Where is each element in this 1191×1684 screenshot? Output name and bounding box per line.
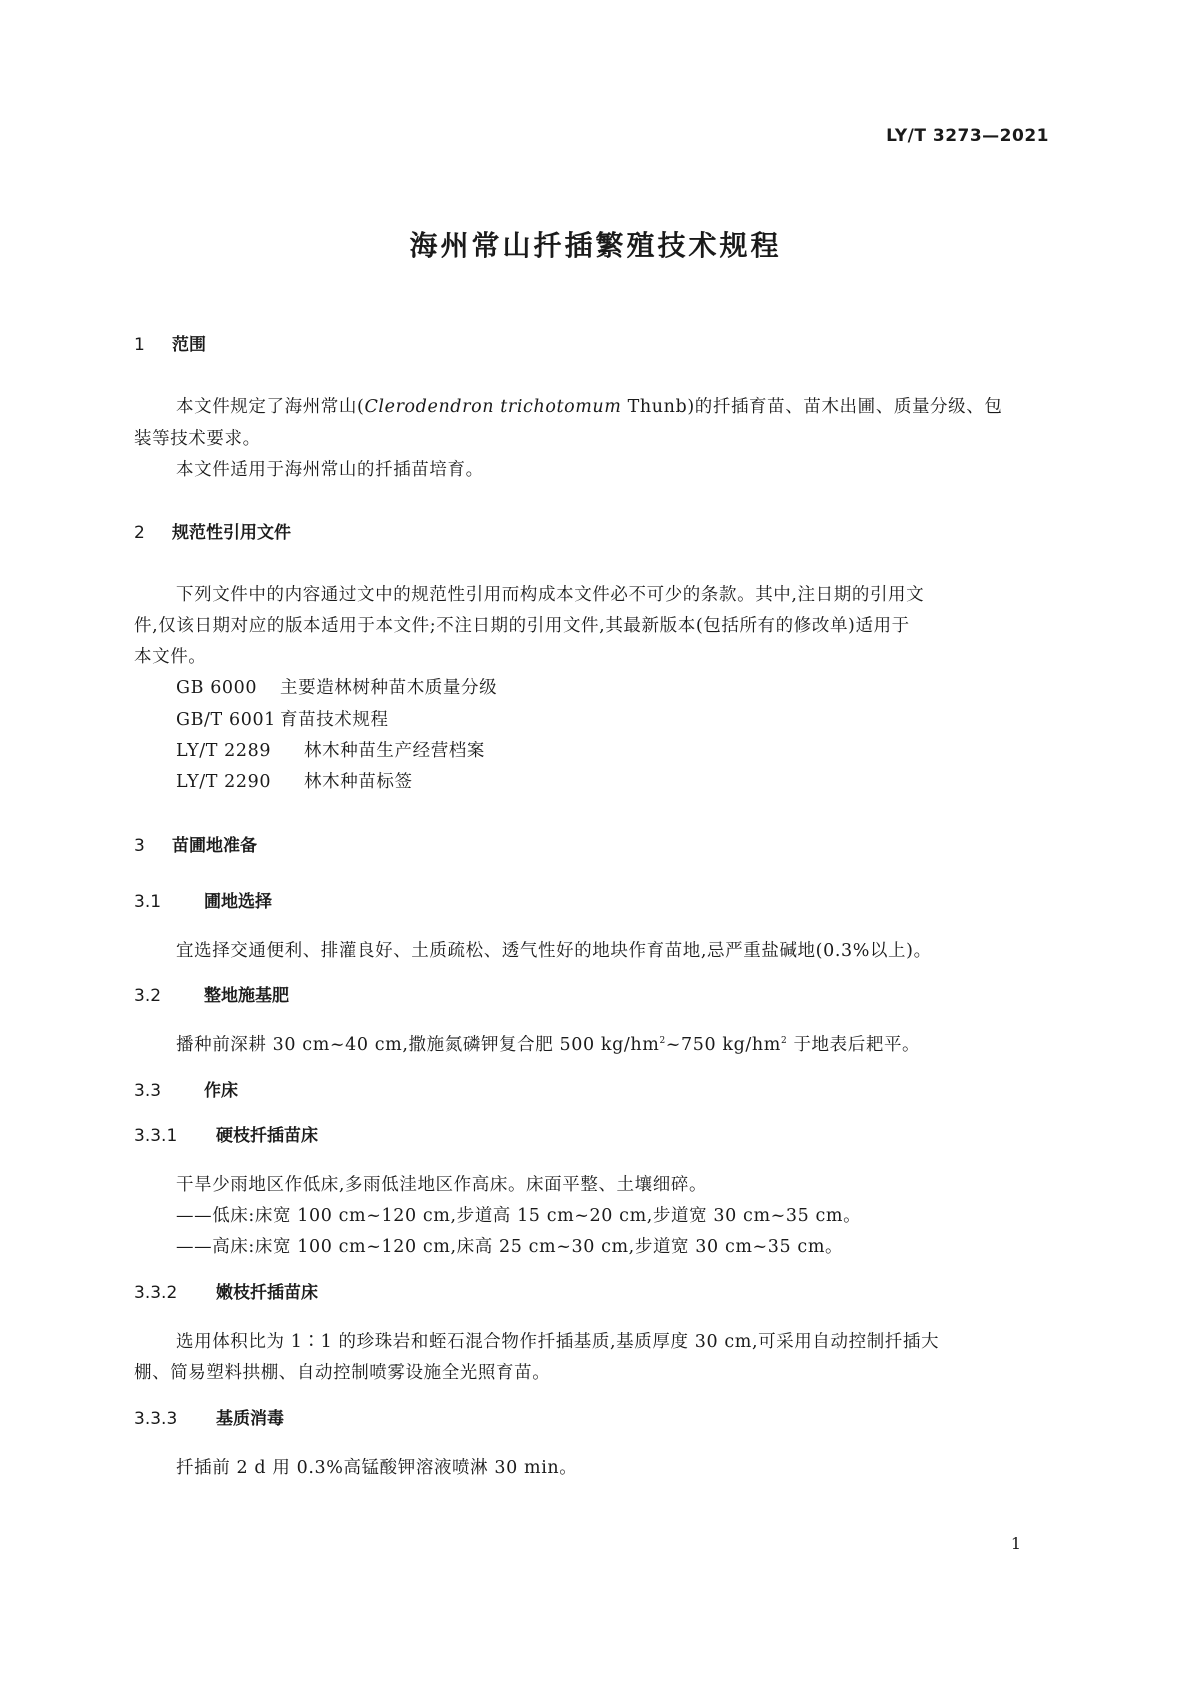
section-3-3-2-heading	[134, 1278, 318, 1303]
section-number: 1	[134, 335, 145, 355]
section-title: 范围	[172, 335, 206, 355]
section-number: 3.3	[134, 1081, 162, 1101]
section-3-3-3-heading	[134, 1404, 284, 1429]
section-title: 基质消毒	[216, 1409, 284, 1429]
text-fragment: 本文件规定了海州常山(	[176, 397, 365, 417]
reference-code: LY/T 2290	[176, 772, 272, 792]
section-title: 嫩枝扦插苗床	[216, 1283, 318, 1303]
paragraph-scope-line1	[176, 393, 1002, 418]
document-title: 海州常山扦插繁殖技术规程	[409, 229, 782, 262]
section-title: 规范性引用文件	[172, 523, 291, 543]
section-title: 硬枝扦插苗床	[216, 1126, 318, 1146]
reference-code: LY/T 2289	[176, 741, 272, 761]
section-title: 圃地选择	[204, 892, 272, 912]
section-3-heading	[134, 831, 257, 856]
text-fragment: Thunb)的扦插育苗、苗木出圃、质量分级、包	[621, 397, 1003, 417]
paragraph-scope-line2: 装等技术要求。	[134, 429, 261, 449]
section-title: 整地施基肥	[204, 986, 289, 1006]
standard-number: LY/T 3273—2021	[886, 126, 1049, 146]
section-number: 3.3.2	[134, 1283, 178, 1303]
reference-code: GB/T 6001	[176, 710, 276, 730]
paragraph-softwood-bed-line2: 棚、简易塑料拱棚、自动控制喷雾设施全光照育苗。	[134, 1363, 551, 1383]
paragraph-substrate-disinfection: 扦插前 2 d 用 0.3%高锰酸钾溶液喷淋 30 min。	[176, 1458, 578, 1478]
paragraph-refs-line2: 件,仅该日期对应的版本适用于本文件;不注日期的引用文件,其最新版本(包括所有的修改单)适用于	[134, 616, 910, 636]
reference-item	[176, 674, 497, 699]
section-number: 3.3.3	[134, 1409, 178, 1429]
paragraph-scope-applicability: 本文件适用于海州常山的扦插苗培育。	[176, 460, 484, 480]
paragraph-refs-line3: 本文件。	[134, 647, 207, 667]
section-3-2-heading	[134, 981, 289, 1006]
section-3-3-heading	[134, 1076, 238, 1101]
list-item-low-bed: ——低床:床宽 100 cm~120 cm,步道高 15 cm~20 cm,步道宽 30 cm~35 cm。	[176, 1206, 862, 1226]
reference-name: 主要造林树种苗木质量分级	[280, 678, 498, 698]
section-title: 苗圃地准备	[172, 836, 257, 856]
section-3-1-heading	[134, 887, 272, 912]
reference-item	[176, 768, 413, 793]
section-number: 2	[134, 523, 145, 543]
paragraph-refs-line1: 下列文件中的内容通过文中的规范性引用而构成本文件必不可少的条款。其中,注日期的引用文	[176, 585, 925, 605]
section-number: 3.3.1	[134, 1126, 178, 1146]
text-fragment: 播种前深耕 30 cm~40 cm,撒施氮磷钾复合肥 500 kg/hm	[176, 1035, 660, 1055]
paragraph-nursery-site: 宜选择交通便利、排灌良好、土质疏松、透气性好的地块作育苗地,忌严重盐碱地(0.3%以上)。	[176, 941, 932, 961]
paragraph-base-fertilizer	[176, 1031, 920, 1056]
reference-name: 林木种苗生产经营档案	[304, 741, 485, 761]
paragraph-hardwood-bed: 干旱少雨地区作低床,多雨低洼地区作高床。床面平整、土壤细碎。	[176, 1175, 708, 1195]
text-fragment: ~750 kg/hm	[665, 1035, 781, 1055]
reference-code: GB 6000	[176, 678, 258, 698]
reference-item	[176, 706, 389, 731]
section-number: 3	[134, 836, 145, 856]
page-number: 1	[1010, 1534, 1021, 1553]
latin-name: Clerodendron trichotomum	[364, 397, 622, 417]
section-2-heading	[134, 518, 291, 543]
section-number: 3.1	[134, 892, 162, 912]
reference-name: 林木种苗标签	[304, 772, 413, 792]
section-1-heading	[134, 330, 206, 355]
list-item-high-bed: ——高床:床宽 100 cm~120 cm,床高 25 cm~30 cm,步道宽 30 cm~35 cm。	[176, 1237, 844, 1257]
paragraph-softwood-bed-line1: 选用体积比为 1∶1 的珍珠岩和蛭石混合物作扦插基质,基质厚度 30 cm,可采用自动控制扦插大	[176, 1332, 940, 1352]
superscript: 2	[780, 1036, 788, 1046]
section-number: 3.2	[134, 986, 162, 1006]
text-fragment: 于地表后耙平。	[787, 1035, 921, 1055]
reference-item	[176, 737, 485, 762]
superscript: 2	[659, 1036, 666, 1046]
section-title: 作床	[204, 1081, 238, 1101]
section-3-3-1-heading	[134, 1121, 318, 1146]
reference-name: 育苗技术规程	[280, 710, 389, 730]
